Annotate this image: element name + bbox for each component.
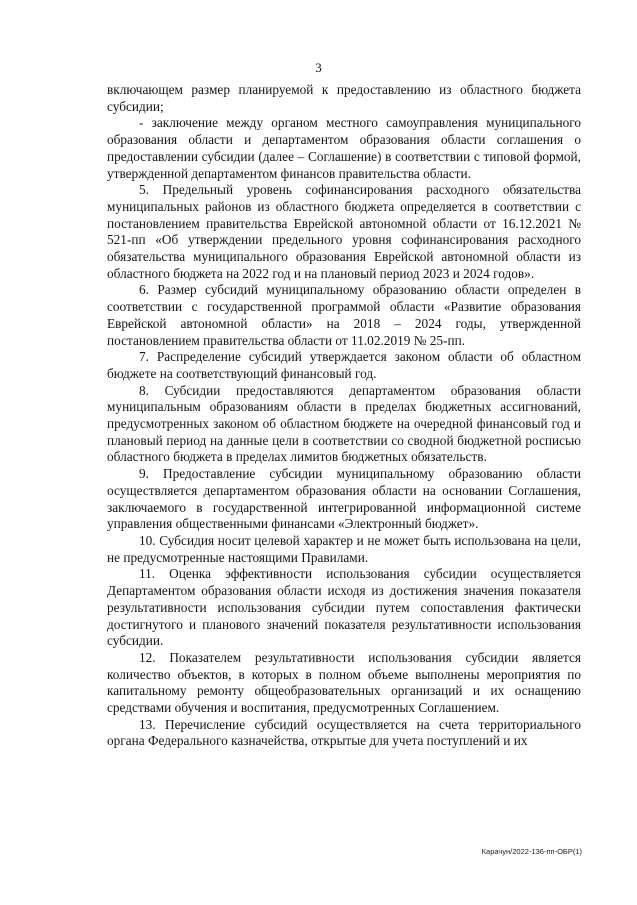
paragraph-9: 9. Предоставление субсидии муниципальному образованию области осуществляется департаментом образования области на основании Соглашения, заключаемого в государственной интегрированной информационной системе управления общественными финансами «Электронный бюджет». (107, 466, 581, 532)
paragraph-11: 11. Оценка эффективности использования субсидии осуществляется Департаментом образования области исходя из достижения значения показателя результативности использования субсидии путем сопоставления фактически достигнутого и планового значений показателя результативности использования субсидии. (107, 566, 581, 649)
paragraph-10: 10. Субсидия носит целевой характер и не может быть использована на цели, не предусмотренные настоящими Правилами. (107, 532, 581, 565)
paragraph-5: 5. Предельный уровень софинансирования расходного обязательства муниципальных районов из областного бюджета определяется в соответствии с постановлением правительства Еврейской автономной области от 16.12.2021 № 521-пп «Об утверждении предельного уровня софинансирования расходного обязательства муниципального образования Еврейской автономной области из областного бюджета на 2022 год и на плановый период 2023 и 2024 годов». (107, 182, 581, 281)
page-number: 3 (315, 60, 322, 75)
paragraph-6: 6. Размер субсидий муниципальному образованию области определен в соответствии с государственной программой области «Развитие образования Еврейской автономной области» на 2018 – 2024 годы, утвержденной постановлением правительства области от 11.02.2019 № 25-пп. (107, 282, 581, 348)
paragraph-8: 8. Субсидии предоставляются департаментом образования области муниципальным образованиям области в пределах бюджетных ассигнований, предусмотренных законом об областном бюджете на очередной финансовый год и плановый период на данные цели в соответствии со сводной бюджетной росписью областного бюджета в пределах лимитов бюджетных обязательств. (107, 382, 581, 465)
paragraph-7: 7. Распределение субсидий утверждается законом области об областном бюджете на соответствующий финансовый год. (107, 349, 581, 381)
document-body (107, 82, 581, 750)
paragraph-13: 13. Перечисление субсидий осуществляется на счета территориального органа Федерального казначейства, открытые для учета поступлений и их (107, 716, 581, 749)
paragraph-12: 12. Показателем результативности использования субсидии является количество объектов, в которых в полном объеме выполнены мероприятия по капитальному ремонту общеобразовательных организаций и их оснащению средствами обучения и воспитания, предусмотренных Соглашением. (107, 649, 581, 716)
paragraph-agreement-item: - заключение между органом местного самоуправления муниципального образования области и департаментом образования области соглашения о предоставлении субсидии (далее – Соглашение) в соответствии с типовой формой, утвержденной департаментом финансов правительства области. (107, 115, 581, 181)
document-footer-code: Карачун/2022-136-пп-ОБР(1) (481, 847, 582, 856)
paragraph-continuation: включающем размер планируемой к предоставлению из областного бюджета субсидии; (107, 82, 581, 114)
